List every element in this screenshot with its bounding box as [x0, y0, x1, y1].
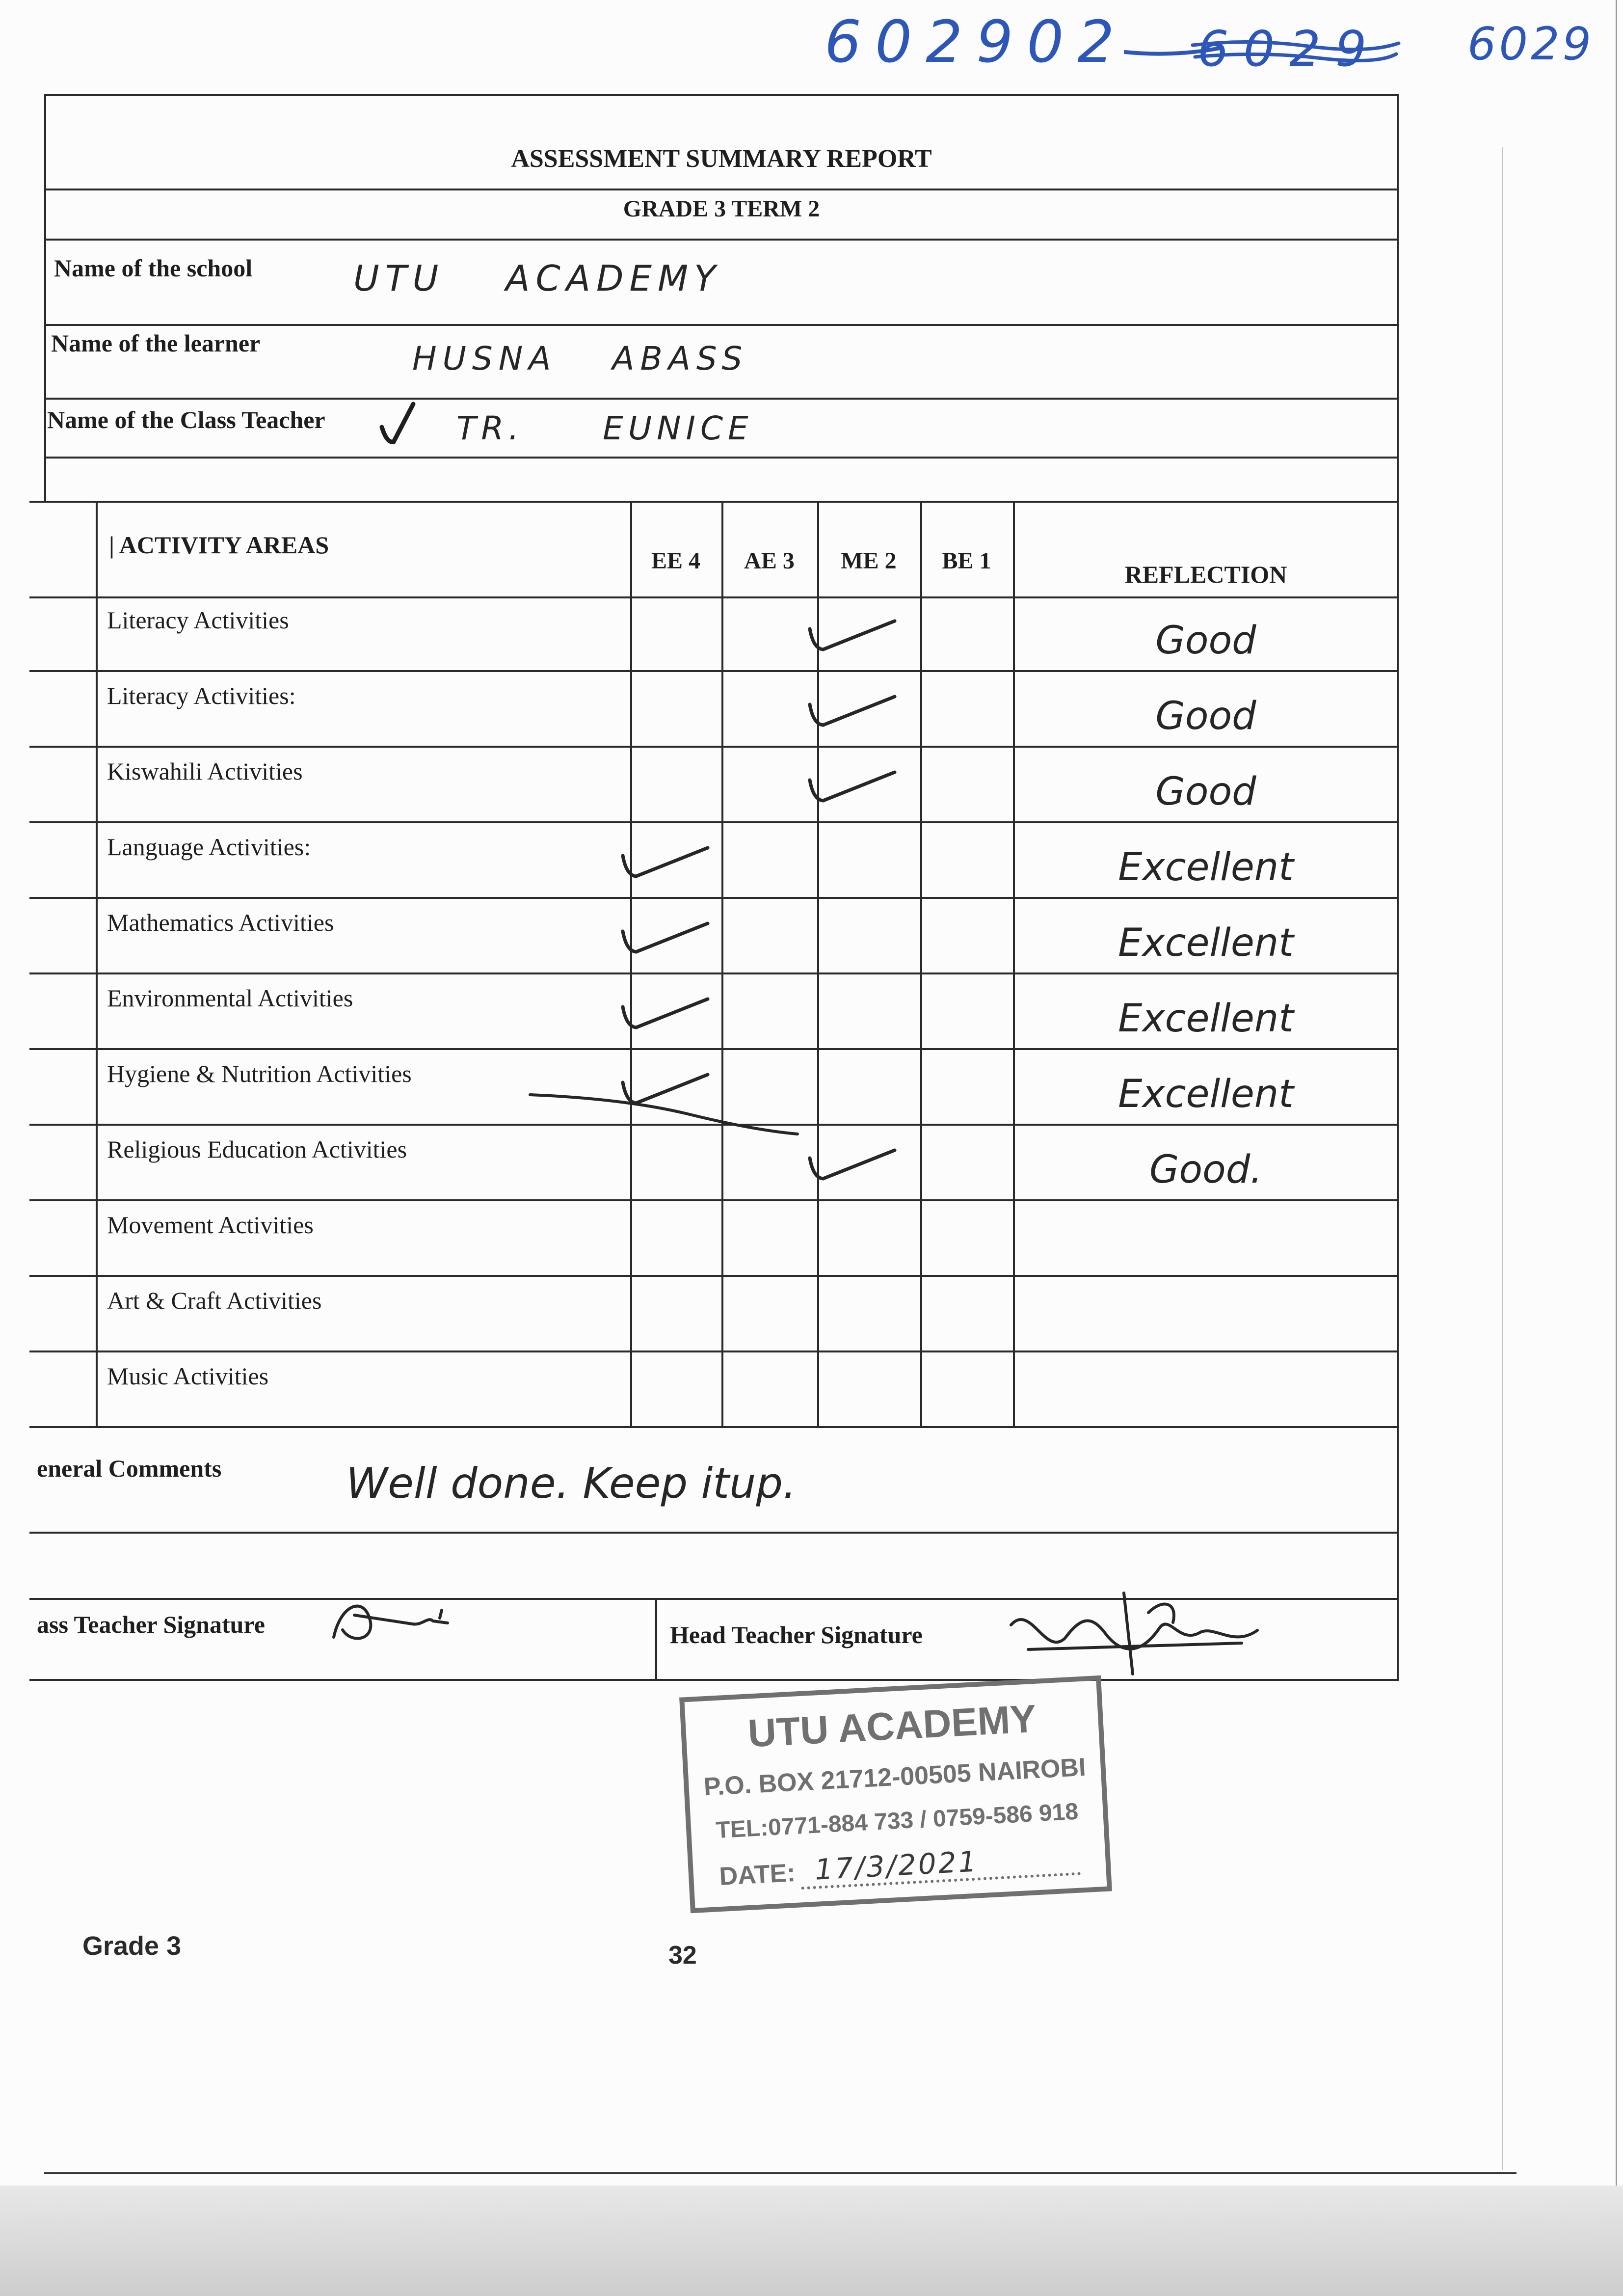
comments-row-divider	[29, 1532, 1399, 1534]
activity-name: Environmental Activities	[107, 984, 353, 1012]
stamp-address: P.O. BOX 21712-00505 NAIROBI	[703, 1753, 1087, 1802]
tick-stroke	[623, 923, 708, 952]
class-teacher-signature	[324, 1595, 456, 1649]
general-comments-label: eneral Comments	[37, 1455, 222, 1482]
tick-mark-icon	[378, 400, 417, 447]
rating-tick-mark	[802, 761, 901, 815]
school-stamp	[679, 1675, 1112, 1913]
reflection-header: REFLECTION	[1124, 561, 1287, 588]
reflection-value: Good	[1155, 770, 1256, 814]
reflection-value: Excellent	[1118, 1072, 1294, 1116]
title-row-divider	[44, 189, 1399, 190]
class-teacher-signature-label: ass Teacher Signature	[37, 1611, 265, 1638]
activity-row	[29, 672, 1399, 748]
activity-name: Language Activities:	[107, 833, 311, 861]
stray-pen-stroke	[528, 1085, 802, 1139]
activity-row	[29, 1277, 1399, 1352]
me-header: ME 2	[841, 548, 897, 574]
learner-label: Name of the learner	[51, 329, 261, 357]
stamp-date-line	[718, 1840, 1081, 1894]
rating-tick-mark	[615, 988, 714, 1042]
be-header: BE 1	[942, 548, 991, 574]
reflection-value: Excellent	[1118, 845, 1294, 890]
tick-stroke	[623, 999, 708, 1027]
teacher-value: TR. EUNICE	[456, 409, 753, 447]
table-bottom-border	[29, 1679, 1399, 1681]
tick-stroke	[810, 772, 895, 801]
activity-row	[29, 1201, 1399, 1277]
activity-name: Literacy Activities:	[107, 682, 296, 709]
subtitle-row-divider	[44, 239, 1399, 241]
stamp-school-name: UTU ACADEMY	[746, 1696, 1038, 1756]
reflection-value: Excellent	[1118, 921, 1294, 965]
rating-tick-mark	[615, 913, 714, 967]
footer-grade: Grade 3	[82, 1931, 182, 1961]
corrected-number: 6029	[1467, 18, 1595, 70]
head-teacher-signature-label: Head Teacher Signature	[670, 1621, 923, 1648]
learner-value: HUSNA ABASS	[412, 340, 748, 378]
ae-header: AE 3	[744, 548, 795, 574]
activity-name: Movement Activities	[107, 1211, 314, 1239]
report-title: ASSESSMENT SUMMARY REPORT	[511, 145, 932, 173]
activity-row	[29, 823, 1399, 899]
tick-stroke	[810, 1150, 895, 1179]
struck-number: 6029	[1197, 20, 1382, 78]
bottom-scan-shadow	[0, 2186, 1623, 2296]
rating-tick-mark	[802, 610, 901, 664]
rating-tick-mark	[615, 837, 714, 891]
activity-row	[29, 1352, 1399, 1428]
page-edge-right	[1616, 0, 1617, 2296]
teacher-row-divider	[44, 457, 1399, 459]
signature-divider	[655, 1598, 657, 1681]
activity-row	[29, 596, 1399, 672]
rating-tick-mark	[802, 686, 901, 740]
reflection-value: Good	[1155, 619, 1256, 663]
activity-name: Art & Craft Activities	[107, 1287, 322, 1314]
tick-stroke	[623, 848, 708, 876]
tick-stroke	[810, 621, 895, 649]
activity-name: Kiswahili Activities	[107, 757, 303, 785]
reflection-value: Good	[1155, 694, 1256, 738]
school-value: UTU ACADEMY	[353, 258, 722, 299]
head-teacher-signature	[1001, 1583, 1266, 1681]
school-label: Name of the school	[54, 254, 253, 282]
activity-name: Music Activities	[107, 1362, 269, 1390]
ee-header: EE 4	[651, 548, 701, 574]
rating-tick-mark	[802, 1139, 901, 1193]
activity-row	[29, 974, 1399, 1050]
stamp-date-value: 17/3/2021	[799, 1840, 1081, 1890]
reflection-value: Good.	[1149, 1148, 1263, 1192]
stamp-telephone: TEL:0771-884 733 / 0759-586 918	[715, 1798, 1079, 1843]
activity-name: Literacy Activities	[107, 606, 289, 634]
reflection-value: Excellent	[1118, 997, 1294, 1041]
teacher-label: Name of the Class Teacher	[47, 406, 325, 433]
strike-through-lines	[1190, 34, 1401, 69]
tick-stroke	[810, 697, 895, 725]
activity-name: Mathematics Activities	[107, 909, 334, 936]
report-subtitle: GRADE 3 TERM 2	[623, 196, 820, 222]
table-top-border	[44, 94, 1399, 96]
bottom-scan-line	[44, 2172, 1517, 2174]
stamp-date-label: DATE:	[718, 1858, 797, 1891]
page-edge-line	[1502, 147, 1503, 2170]
activity-row	[29, 899, 1399, 974]
header-top-divider	[29, 501, 1399, 503]
general-comments-value: Well done. Keep itup.	[346, 1459, 797, 1508]
reference-number: 602902	[825, 8, 1128, 76]
school-row-divider	[44, 324, 1399, 326]
activity-name: Hygiene & Nutrition Activities	[107, 1060, 412, 1087]
activity-name: Religious Education Activities	[107, 1135, 407, 1163]
activity-areas-header: | ACTIVITY AREAS	[109, 531, 329, 559]
activity-row	[29, 748, 1399, 823]
page-number: 32	[668, 1941, 697, 1970]
learner-row-divider	[44, 398, 1399, 400]
